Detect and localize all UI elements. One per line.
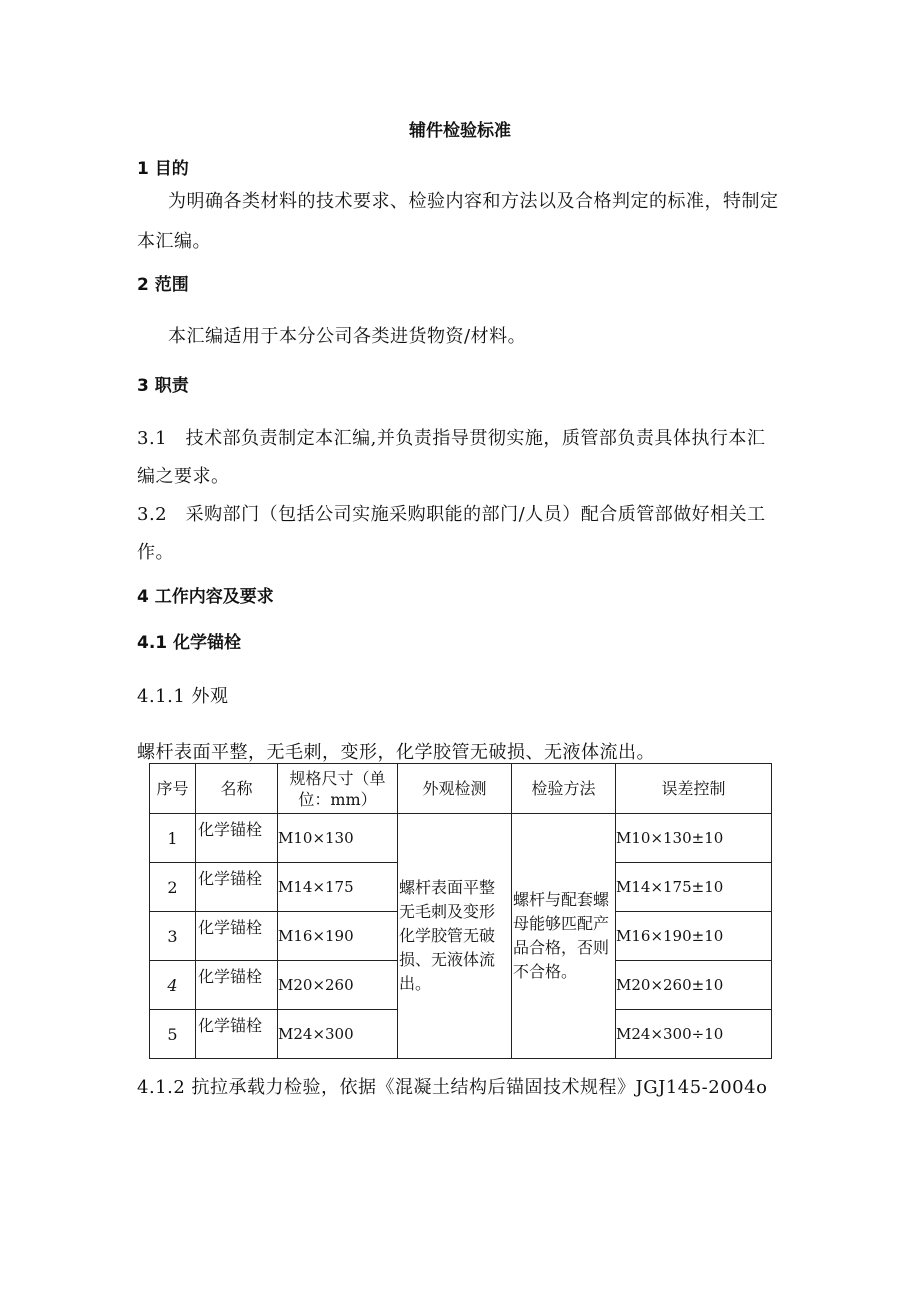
section-3-1-line2: 编之要求。 xyxy=(137,466,230,487)
row-tolerance: M16×190±10 xyxy=(616,912,772,961)
section-4-1-2-text: 4.1.2 抗拉承载力检验，依据《混凝土结构后锚固技术规程》JGJ145-2004o xyxy=(137,1077,768,1098)
row-tolerance: M20×260±10 xyxy=(616,961,772,1010)
row-size: M20×260 xyxy=(278,961,398,1010)
row-no: 3 xyxy=(150,912,196,961)
section-1-text-line1: 为明确各类材料的技术要求、检验内容和方法以及合格判定的标准，特制定 xyxy=(168,191,779,212)
row-no: 5 xyxy=(150,1010,196,1059)
section-4-heading: 4 工作内容及要求 xyxy=(137,587,274,607)
row-no: 4 xyxy=(150,961,196,1010)
header-name: 名称 xyxy=(196,764,278,814)
document-title: 辅件检验标准 xyxy=(409,121,511,141)
header-appearance: 外观检测 xyxy=(398,764,512,814)
row-name: 化学锚栓 xyxy=(196,912,278,961)
section-3-heading: 3 职责 xyxy=(137,376,189,396)
inspection-method-cell: 螺杆与配套螺母能够匹配产品合格，否则不合格。 xyxy=(512,814,616,1059)
section-4-1-1-heading: 4.1.1 外观 xyxy=(137,686,229,707)
section-3-1-line1: 3.1 技术部负责制定本汇编,并负责指导贯彻实施，质管部负责具体执行本汇 xyxy=(137,428,766,449)
header-tolerance: 误差控制 xyxy=(616,764,772,814)
section-3-2-line1: 3.2 采购部门（包括公司实施采购职能的部门/人员）配合质管部做好相关工 xyxy=(137,504,766,525)
header-no: 序号 xyxy=(150,764,196,814)
row-no: 1 xyxy=(150,814,196,863)
row-no: 2 xyxy=(150,863,196,912)
row-name: 化学锚栓 xyxy=(196,863,278,912)
row-name: 化学锚栓 xyxy=(196,1010,278,1059)
row-size: M10×130 xyxy=(278,814,398,863)
section-4-1-1-description: 螺杆表面平整，无毛刺，变形，化学胶管无破损、无液体流出。 xyxy=(137,742,655,763)
row-name: 化学锚栓 xyxy=(196,961,278,1010)
row-tolerance: M24×300÷10 xyxy=(616,1010,772,1059)
section-3-2-line2: 作。 xyxy=(137,542,174,563)
table-row xyxy=(150,814,772,863)
section-2-text: 本汇编适用于本分公司各类进货物资/材料。 xyxy=(168,326,527,347)
section-2-heading: 2 范围 xyxy=(137,275,189,295)
table-header-row xyxy=(150,764,772,814)
section-1-heading: 1 目的 xyxy=(137,159,189,179)
header-method: 检验方法 xyxy=(512,764,616,814)
row-tolerance: M10×130±10 xyxy=(616,814,772,863)
row-name: 化学锚栓 xyxy=(196,814,278,863)
row-tolerance: M14×175±10 xyxy=(616,863,772,912)
section-4-1-heading: 4.1 化学锚栓 xyxy=(137,633,242,653)
row-size: M24×300 xyxy=(278,1010,398,1059)
header-spec: 规格尺寸（单位：mm） xyxy=(278,764,398,814)
anchor-spec-table xyxy=(149,763,772,1059)
section-1-text-line2: 本汇编。 xyxy=(137,231,211,252)
row-size: M16×190 xyxy=(278,912,398,961)
row-size: M14×175 xyxy=(278,863,398,912)
appearance-check-cell: 螺杆表面平整无毛刺及变形化学胶管无破损、无液体流出。 xyxy=(398,814,512,1059)
